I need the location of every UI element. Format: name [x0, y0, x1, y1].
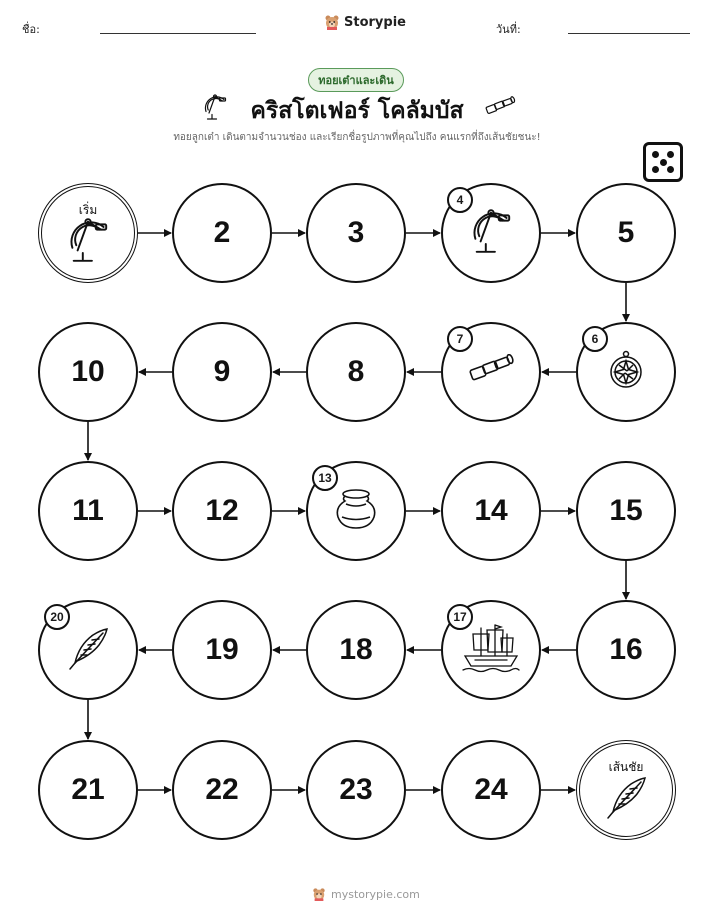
cell-number-badge: 4	[447, 187, 473, 213]
board-cell-9[interactable]	[172, 322, 272, 422]
finish-label: เส้นชัย	[608, 760, 644, 774]
board-cell-18[interactable]	[306, 600, 406, 700]
game-title: คริสโตเฟอร์ โคลัมบัส	[250, 98, 464, 124]
bear-mascot-icon	[324, 14, 340, 30]
cell-number: 2	[213, 216, 231, 249]
board-cell-16[interactable]	[576, 600, 676, 700]
board-cell-4[interactable]	[441, 183, 541, 283]
cell-number: 18	[339, 633, 373, 666]
cell-number: 22	[205, 773, 239, 806]
start-label: เริ่ม	[78, 203, 98, 217]
footer-site: mystorypie.com	[331, 887, 420, 901]
game-type-badge: ทอยเต๋าและเดิน	[308, 68, 404, 92]
footer	[312, 887, 420, 901]
board-cell-14[interactable]	[441, 461, 541, 561]
board-cell-21[interactable]	[38, 740, 138, 840]
cell-number-badge: 7	[447, 326, 473, 352]
sextant-icon	[465, 205, 517, 261]
board-cell-6[interactable]	[576, 322, 676, 422]
start-cell[interactable]	[38, 183, 138, 283]
board-cell-8[interactable]	[306, 322, 406, 422]
finish-cell[interactable]	[576, 740, 676, 840]
board-cell-12[interactable]	[172, 461, 272, 561]
pot-icon	[333, 487, 379, 535]
board-cell-19[interactable]	[172, 600, 272, 700]
cell-number: 15	[609, 494, 643, 527]
cell-number: 19	[205, 633, 239, 666]
cell-number: 10	[71, 355, 105, 388]
board-cell-22[interactable]	[172, 740, 272, 840]
telescope-icon	[484, 96, 516, 118]
dice[interactable]	[643, 142, 683, 182]
date-line[interactable]	[568, 33, 690, 34]
board-cell-20[interactable]	[38, 600, 138, 700]
cell-number: 8	[347, 355, 365, 388]
cell-number-badge: 13	[312, 465, 338, 491]
cell-number: 9	[213, 355, 231, 388]
quill-icon	[65, 625, 111, 675]
cell-number: 12	[205, 494, 239, 527]
board-cell-3[interactable]	[306, 183, 406, 283]
dice-pip	[660, 159, 667, 166]
dice-pip	[667, 151, 674, 158]
quill-icon	[603, 774, 649, 824]
telescope-icon	[466, 354, 516, 390]
board-cell-13[interactable]	[306, 461, 406, 561]
sextant-icon	[62, 214, 114, 270]
dice-pip	[652, 166, 659, 173]
cell-number: 3	[347, 216, 365, 249]
board-cell-15[interactable]	[576, 461, 676, 561]
cell-number: 21	[71, 773, 105, 806]
cell-number-badge: 6	[582, 326, 608, 352]
board-cell-7[interactable]	[441, 322, 541, 422]
dice-pip	[652, 151, 659, 158]
board-cell-23[interactable]	[306, 740, 406, 840]
cell-number: 24	[474, 773, 508, 806]
date-label: วันที่:	[496, 23, 521, 36]
cell-number: 23	[339, 773, 373, 806]
name-label: ชื่อ:	[22, 23, 40, 36]
board-cell-11[interactable]	[38, 461, 138, 561]
name-line[interactable]	[100, 33, 256, 34]
cell-number: 14	[474, 494, 508, 527]
compass-icon	[609, 350, 643, 394]
dice-pip	[667, 166, 674, 173]
cell-number: 16	[609, 633, 643, 666]
brand-logo	[324, 14, 406, 30]
board-cell-10[interactable]	[38, 322, 138, 422]
brand-name: Storypie	[344, 14, 406, 30]
cell-number-badge: 17	[447, 604, 473, 630]
game-instructions: ทอยลูกเต๋า เดินตามจำนวนช่อง และเรียกชื่อรูปภาพที่คุณไปถึง คนแรกที่ถึงเส้นชัยชนะ!	[173, 132, 541, 143]
board-cell-17[interactable]	[441, 600, 541, 700]
board-cell-2[interactable]	[172, 183, 272, 283]
cell-number: 11	[72, 494, 104, 527]
bear-mascot-icon	[312, 887, 326, 901]
ship-icon	[461, 622, 521, 678]
board-cell-5[interactable]	[576, 183, 676, 283]
cell-number-badge: 20	[44, 604, 70, 630]
board-cell-24[interactable]	[441, 740, 541, 840]
cell-number: 5	[617, 216, 635, 249]
